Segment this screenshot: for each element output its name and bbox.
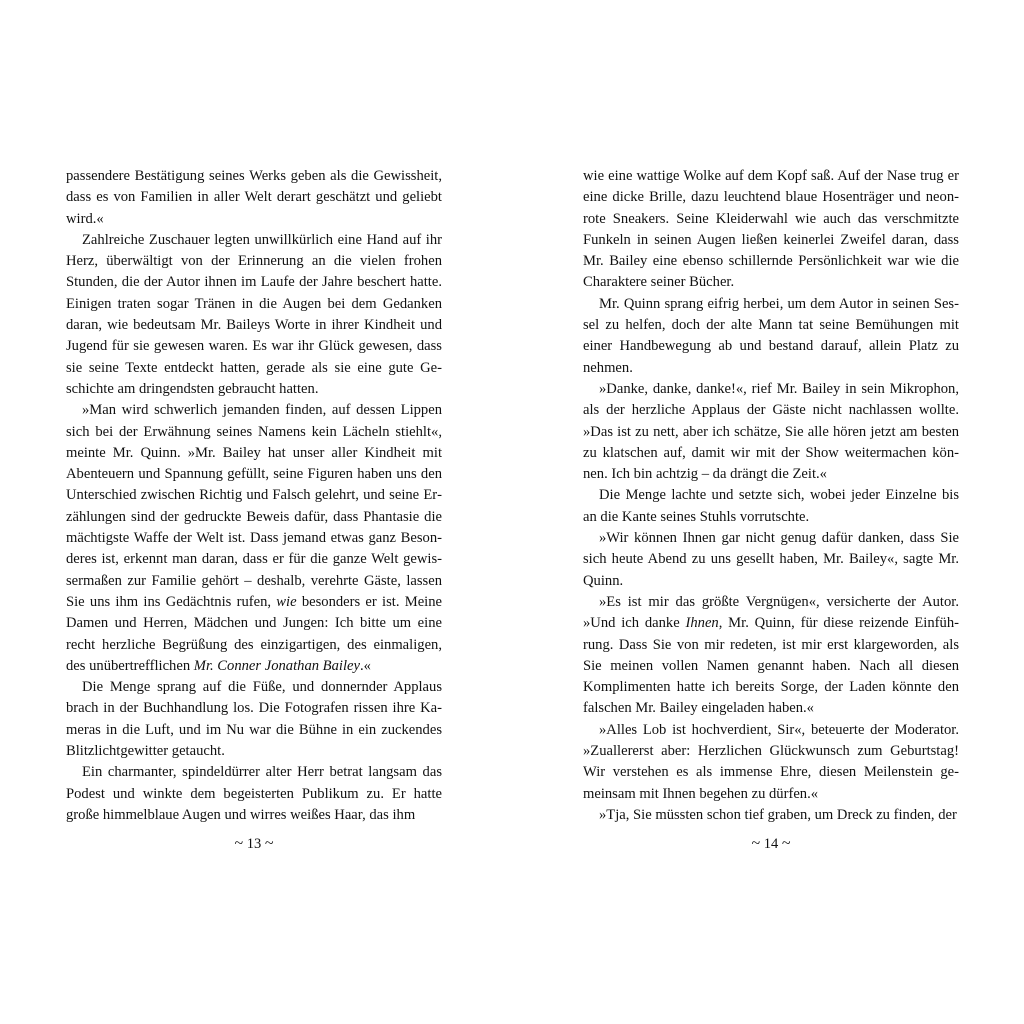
paragraph [583, 166, 959, 294]
paragraph-text: »Danke, danke, danke!«, rief Mr. Bailey in sein Mikrophon, als der herzliche Applaus der Gäste nicht nachlassen wollte. »Das ist zu nett, aber ich schätze, Sie alle hören jetzt am besten zu klatschen auf, damit wir mit der Show weitermachen können. Ich bin achtzig – da drängt die Zeit.« [583, 380, 959, 483]
page-number-right-value: 14 [763, 836, 779, 852]
paragraph [583, 592, 959, 720]
paragraph [583, 720, 959, 805]
paragraph-text: Die Menge sprang auf die Füße, und donnernder Applaus brach in der Buchhandlung los. Die Fotografen rissen ihre Kameras in die Luft, und im Nu war die Bühne in ein zuckendes Blitzlichtgewitter getaucht. [66, 679, 442, 760]
italic-text: Mr. Conner Jonathan Bailey [193, 657, 360, 674]
paragraph [583, 528, 959, 592]
folio-ornament-right-open: ~ [751, 835, 761, 852]
paragraph [583, 805, 959, 826]
paragraph-text: wie eine wattige Wolke auf dem Kopf saß. Auf der Nase trug er eine dicke Brille, dazu leuchtend blaue Hosenträger und neonrote Sneakers. Seine Kleiderwahl wie auch das verschmitzte Funkeln in seinen Augen ließen keinerlei Zweifel daran, dass Mr. Bailey eine ebenso schillernde Persönlichkeit war wie die Charaktere seiner Bücher. [583, 168, 959, 291]
paragraph-text: Ein charmanter, spindeldürrer alter Herr betrat langsam das Podest und winkte dem begeisterten Publikum zu. Er hatte große himmelblaue Augen und wirres weißes Haar, das ihm [66, 764, 442, 823]
paragraph-text: »Alles Lob ist hochverdient, Sir«, beteuerte der Moderator. »Zuallererst aber: Herzlichen Glückwunsch zum Geburtstag! Wir verstehen es als immense Ehre, diesen Meilenstein gemeinsam mit Ihnen begehen zu dürfen.« [583, 721, 959, 802]
paragraph-text: »Wir können Ihnen gar nicht genug dafür danken, dass Sie sich heute Abend zu uns gesellt haben, Mr. Bailey«, sagte Mr. Quinn. [583, 530, 959, 589]
paragraph-text: passendere Bestätigung seines Werks geben als die Gewissheit, dass es von Familien in aller Welt derart geschätzt und geliebt wird.« [66, 168, 442, 227]
paragraph-text: Mr. Quinn sprang eifrig herbei, um dem Autor in seinen Sessel zu helfen, doch der alte Mann tat seine Bemühungen mit einer Handbewegung ab und bestand darauf, allein Platz zu nehmen. [583, 295, 959, 376]
paragraph [66, 230, 442, 400]
right-page-text [583, 166, 959, 826]
paragraph-text: »Es ist mir das größte Vergnügen«, versicherte der Autor. »Und ich danke [583, 593, 959, 632]
page-number-left [66, 834, 442, 854]
paragraph-text: Die Menge lachte und setzte sich, wobei jeder Einzelne bis an die Kante seines Stuhls vorrutschte. [583, 487, 959, 525]
paragraph [583, 485, 959, 528]
paragraph-text: .« [359, 657, 371, 674]
left-page-text [66, 166, 442, 826]
page-number-right [583, 834, 959, 854]
paragraph-text: , Mr. Quinn, für diese reizende Einführung. Dass Sie von mir redeten, ist mir erst klargeworden, als Sie meinen vollen Namen genannt haben. Nach all diesen Komplimenten hatte ich bereits Sorge, der Laden könnte den falschen Mr. Bailey eingeladen haben.« [583, 615, 959, 717]
paragraph [66, 762, 442, 826]
folio-ornament-left-open: ~ [234, 835, 244, 852]
paragraph-text: »Tja, Sie müssten schon tief graben, um Dreck zu finden, der [599, 806, 957, 823]
paragraph [66, 677, 442, 762]
paragraph [583, 379, 959, 485]
paragraph-text: Zahlreiche Zuschauer legten unwillkürlich eine Hand auf ihr Herz, überwältigt von der Erinnerung an die vielen frohen Stunden, die der Autor ihnen im Laufe der Jahre beschert hatte. Einigen traten sogar Tränen in die Augen bei dem Gedanken daran, wie bedeutsam Mr. Baileys Worte in ihrer Kindheit und Jugend für sie gewesen waren. Es war ihr Glück gewesen, dass sie seine Texte entdeckt hatten, gerade als sie eine gute Geschichte am dringendsten gebraucht hatten. [66, 231, 442, 397]
page-number-left-value: 13 [246, 836, 262, 852]
paragraph-text: »Man wird schwerlich jemanden finden, auf dessen Lippen sich bei der Erwähnung seines Namens kein Lächeln stiehlt«, meinte Mr. Quinn. »Mr. Bailey hat unser aller Kindheit mit Abenteuern und Spannung gefüllt, seine Figuren haben uns den Unterschied zwischen Richtig und Falsch gelehrt, und seine Erzählungen sind der gedruckte Beweis dafür, dass Phantasie die mächtigste Waffe der Welt ist. Dass jemand etwas ganz Besonderes ist, erkennt man daran, dass er für die ganze Welt gewissermaßen zur Familie gehört – deshalb, verehrte Gäste, lassen Sie uns ihm ins Gedächtnis rufen, [66, 402, 442, 610]
paragraph [66, 166, 442, 230]
paragraph-text: besonders er ist. Meine Damen und Herren, Mädchen und Jungen: Ich bitte um eine recht herzliche Begrüßung des einzigartigen, des einmaligen, des unübertrefflichen [66, 593, 442, 674]
italic-text: Ihnen [685, 615, 719, 632]
folio-ornament-left-close: ~ [264, 835, 274, 852]
paragraph [66, 400, 442, 677]
folio-ornament-right-close: ~ [781, 835, 791, 852]
paragraph [583, 294, 959, 379]
italic-text: wie [276, 593, 297, 610]
